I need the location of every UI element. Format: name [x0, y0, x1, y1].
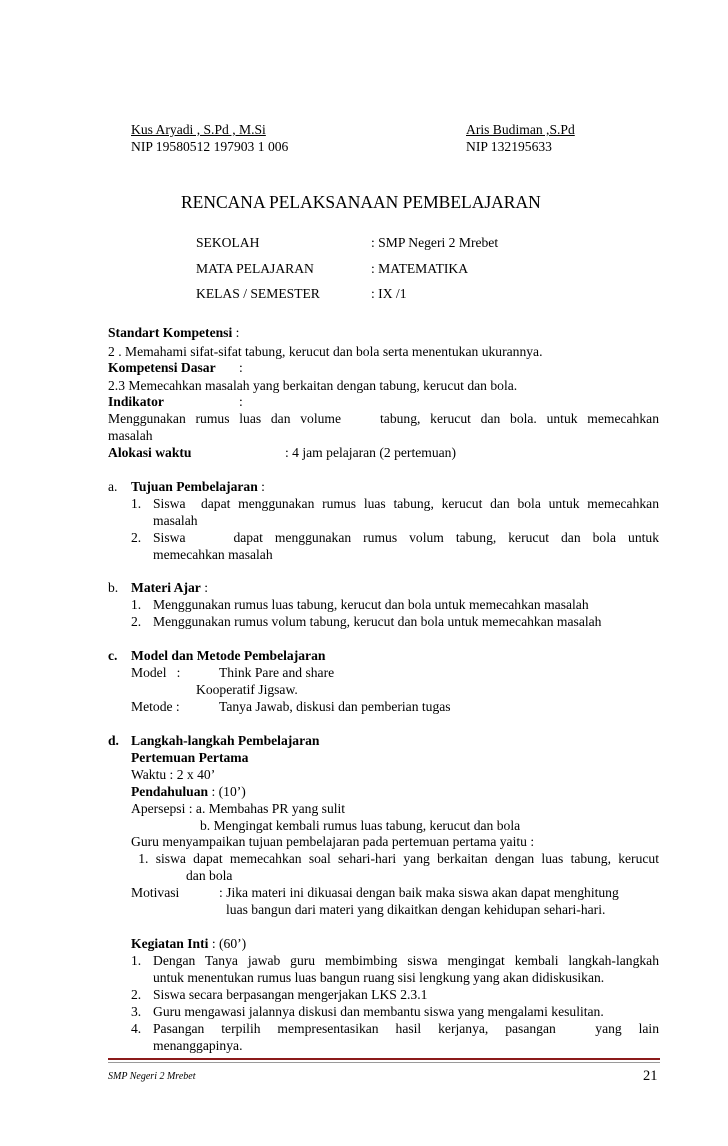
list-item: Siswa dapat menggunakan rumus luas tabung, kerucut dan bola untuk memecahkan [153, 496, 659, 511]
motivasi-label: Motivasi [131, 885, 180, 900]
page-title: RENCANA PELAKSANAAN PEMBELAJARAN [181, 192, 541, 212]
indikator-text-line2: masalah [108, 428, 153, 443]
list-item: Siswa secara berpasangan mengerjakan LKS 2.3.1 [153, 987, 428, 1002]
signature-left-nip: NIP 19580512 197903 1 006 [131, 139, 289, 154]
list-item-continuation: masalah [153, 513, 198, 528]
list-item-number: 4. [131, 1021, 142, 1036]
footer-divider-grey [108, 1062, 660, 1063]
kd-label: Kompetensi Dasar [108, 360, 216, 375]
sk-colon: : [232, 325, 240, 340]
pendahuluan-heading [131, 784, 246, 800]
list-item: Guru mengawasi jalannya diskusi dan membantu siswa yang mengalami kesulitan. [153, 1004, 604, 1019]
tujuan-item-line1: 1. siswa dapat memecahkan soal sehari-hari yang berkaitan dengan luas tabung, kerucut [131, 851, 659, 866]
pertemuan-title: Pertemuan Pertama [131, 750, 249, 765]
metode-value: Tanya Jawab, diskusi dan pemberian tugas [219, 699, 451, 714]
signature-right-nip: NIP 132195633 [466, 139, 552, 154]
page-number: 21 [643, 1068, 658, 1084]
alokasi-value: : 4 jam pelajaran (2 pertemuan) [285, 445, 456, 460]
signature-right-name: Aris Budiman ,S.Pd [466, 122, 575, 137]
section-d-title: Langkah-langkah Pembelajaran [131, 733, 320, 748]
footer-divider-red [108, 1058, 660, 1060]
inti-time: : (60’) [208, 936, 247, 951]
indikator-label: Indikator [108, 394, 164, 409]
section-a-marker: a. [108, 479, 118, 494]
list-item-continuation: menanggapinya. [153, 1038, 243, 1053]
sk-label: Standart Kompetensi [108, 325, 233, 340]
list-item-number: 1. [131, 597, 142, 612]
apersepsi-b: b. Mengingat kembali rumus luas tabung, kerucut dan bola [200, 818, 521, 833]
list-item: Menggunakan rumus luas tabung, kerucut dan bola untuk memecahkan masalah [153, 597, 589, 612]
alokasi-label: Alokasi waktu [108, 445, 192, 460]
identity-value-subject: : MATEMATIKA [371, 261, 469, 276]
identity-label-class: KELAS / SEMESTER [196, 286, 320, 301]
motivasi-line1: : Jika materi ini dikuasai dengan baik maka siswa akan dapat menghitung [219, 885, 619, 900]
list-item: Dengan Tanya jawab guru membimbing siswa mengingat kembali langkah-langkah [153, 953, 659, 968]
list-item: Pasangan terpilih mempresentasikan hasil kerjanya, pasangan yang lain [153, 1021, 659, 1036]
inti-label: Kegiatan Inti [131, 936, 209, 951]
tujuan-item-line2: dan bola [186, 868, 233, 883]
guru-tujuan-text: Guru menyampaikan tujuan pembelajaran pada pertemuan pertama yaitu : [131, 834, 535, 849]
identity-label-school: SEKOLAH [196, 235, 260, 250]
list-item: Menggunakan rumus volum tabung, kerucut dan bola untuk memecahkan masalah [153, 614, 602, 629]
pendahuluan-label: Pendahuluan [131, 784, 209, 799]
section-b-title: Materi Ajar [131, 580, 201, 595]
pendahuluan-time: : (10’) [208, 784, 246, 799]
section-a-colon: : [257, 479, 265, 494]
waktu-text: Waktu : 2 x 40’ [131, 767, 216, 782]
list-item-number: 2. [131, 987, 142, 1002]
model-label: Model : [131, 665, 181, 680]
kd-text: 2.3 Memecahkan masalah yang berkaitan dengan tabung, kerucut dan bola. [108, 378, 518, 393]
indikator-text-line1: Menggunakan rumus luas dan volume tabung, kerucut dan bola. untuk memecahkan [108, 411, 659, 426]
section-c-marker: c. [108, 648, 118, 663]
section-d-marker: d. [108, 733, 119, 748]
apersepsi-a: Apersepsi : a. Membahas PR yang sulit [131, 801, 346, 816]
section-b-marker: b. [108, 580, 119, 595]
model-value-1: Think Pare and share [219, 665, 335, 680]
list-item: Siswa dapat menggunakan rumus volum tabung, kerucut dan bola untuk [153, 530, 659, 545]
identity-value-school: : SMP Negeri 2 Mrebet [371, 235, 499, 250]
list-item-continuation: memecahkan masalah [153, 547, 273, 562]
identity-label-subject: MATA PELAJARAN [196, 261, 314, 276]
list-item-number: 3. [131, 1004, 142, 1019]
motivasi-line2: luas bangun dari materi yang dikaitkan dengan kehidupan sehari-hari. [226, 902, 606, 917]
indikator-colon: : [239, 394, 243, 409]
list-item-number: 1. [131, 953, 142, 968]
footer-school: SMP Negeri 2 Mrebet [108, 1071, 196, 1082]
sk-heading [108, 325, 239, 341]
section-c-title: Model dan Metode Pembelajaran [131, 648, 326, 663]
inti-heading [131, 936, 246, 952]
model-value-2: Kooperatif Jigsaw. [196, 682, 298, 697]
list-item-continuation: untuk menentukan rumus luas bangun ruang sisi lengkung yang akan didiskusikan. [153, 970, 605, 985]
kd-colon: : [239, 360, 243, 375]
section-a-heading [131, 479, 265, 495]
identity-value-class: : IX /1 [371, 286, 407, 301]
sk-text: 2 . Memahami sifat-sifat tabung, kerucut dan bola serta menentukan ukurannya. [108, 344, 543, 359]
list-item-number: 2. [131, 530, 142, 545]
section-b-heading [131, 580, 208, 596]
list-item-number: 2. [131, 614, 142, 629]
section-b-colon: : [200, 580, 209, 595]
section-a-title: Tujuan Pembelajaran [131, 479, 258, 494]
list-item-number: 1. [131, 496, 142, 511]
metode-label: Metode : [131, 699, 180, 714]
signature-left-name: Kus Aryadi , S.Pd , M.Si [131, 122, 266, 137]
